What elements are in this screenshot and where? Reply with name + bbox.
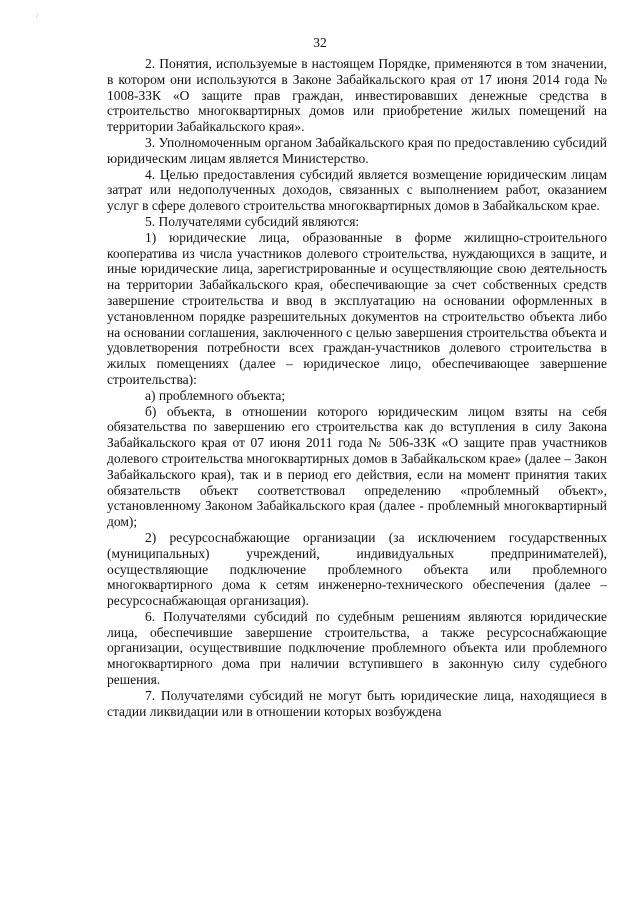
document-body bbox=[107, 56, 607, 719]
paragraph-5-recipients: 5. Получателями субсидий являются: bbox=[145, 213, 360, 229]
paragraph-3-authority: 3. Уполномоченным органом Забайкальского края по предоставлению субсидий юридическим лицам является Министерство. bbox=[107, 134, 607, 166]
paragraph-5-item-1: 1) юридические лица, образованные в форме жилищно-строительного кооператива из числа участников долевого строительства, нуждающихся в защите, и иные юридические лица, зарегистрированные и осуществляющие свою деятельность на территории Забайкальского края, обеспечивающие за счет собственных средств завершение строительства и ввод в эксплуатацию на основании оформленных в установленном порядке разрешительных документов на строительство объекта либо на основании соглашения, заключенного с целью завершения строительства объекта и удовлетворения потребности всех граждан-участников долевого строительства в жилых помещениях (далее – юридическое лицо, обеспечивающее завершение строительства): bbox=[107, 229, 607, 387]
paragraph-6-court-recipients: 6. Получателями субсидий по судебным решениям являются юридические лица, обеспечившие завершение строительства, а также ресурсоснабжающие организации, осуществившие подключение проблемного объекта или проблемного многоквартирного дома при наличии вступившего в законную силу судебного решения. bbox=[107, 608, 607, 688]
paragraph-7-exclusions: 7. Получателями субсидий не могут быть юридические лица, находящиеся в стадии ликвидации или в отношении которых возбуждена bbox=[107, 687, 607, 719]
scan-mark: / bbox=[36, 12, 38, 20]
paragraph-2-definitions: 2. Понятия, используемые в настоящем Порядке, применяются в том значении, в котором они используются в Законе Забайкальского края от 17 июня 2014 года № 1008-ЗЗК «О защите прав граждан, инвестировавших денежные средства в строительство многоквартирных домов или приобретение жилых помещений на территории Забайкальского края». bbox=[107, 56, 607, 135]
page-number: 32 bbox=[313, 35, 327, 50]
paragraph-5-item-1b: б) объекта, в отношении которого юридическим лицом взяты на себя обязательства по завершению его строительства как до вступления в силу Закона Забайкальского края от 07 июня 2011 года № 506-ЗЗК «О защите прав участников долевого строительства многоквартирных домов в Забайкальском крае» (далее – Закон Забайкальского края), так и в период его действия, если на момент принятия таких обязательств объект соответствовал определению «проблемный объект», установленному Законом Забайкальского края (далее - проблемный многоквартирный дом); bbox=[107, 403, 607, 530]
paragraph-5-item-1a: а) проблемного объекта; bbox=[145, 387, 286, 403]
paragraph-4-purpose: 4. Целью предоставления субсидий является возмещение юридическим лицам затрат или недополученных доходов, связанных с выполнением работ, оказанием услуг в сфере долевого строительства многоквартирных домов в Забайкальском крае. bbox=[107, 166, 607, 214]
paragraph-5-item-2: 2) ресурсоснабжающие организации (за исключением государственных (муниципальных) учреждений, индивидуальных предпринимателей), осуществляющие подключение проблемного объекта или проблемного многоквартирного дома к сетям инженерно-технического обеспечения (далее – ресурсоснабжающая организация). bbox=[107, 529, 607, 609]
